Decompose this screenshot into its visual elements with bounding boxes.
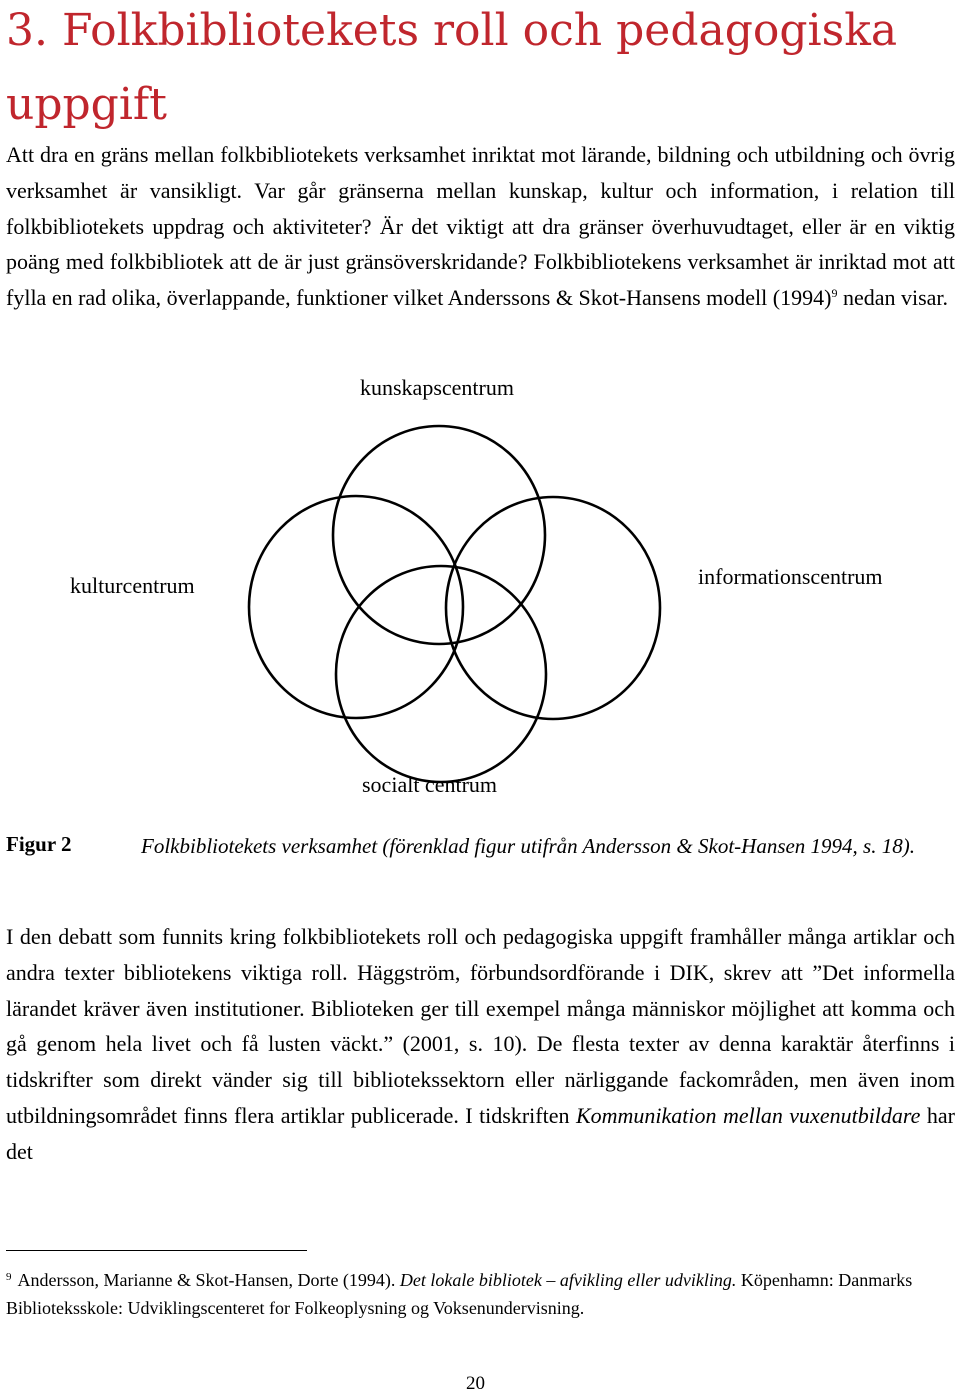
footnote-authors: Andersson, Marianne & Skot-Hansen, Dorte (1994). [17, 1270, 400, 1290]
debate-paragraph-text: I den debatt som funnits kring folkbibliotekets roll och pedagogiska uppgift framhåller många artiklar och andra texter bibliotekens viktiga roll. Häggström, förbundsordförande i DIK, skrev att ”Det informella lärandet kräver även institutioner. Biblioteken ger till exempel många människor möjlighet att komma och gå genom hela livet och få lusten väckt.” (2001, s. 10). De flesta texter av denna karaktär återfinns i tidskrifter som direkt vänder sig till bibliotekssektorn eller närliggande fackområden, men även inom utbildningsområdet finns flera artiklar publicerade. I tidskriften [6, 924, 955, 1128]
page-number: 20 [466, 1373, 485, 1394]
footnote-publisher: Köpenhamn: Danmarks Biblioteksskole: Udviklingscenteret for Folkeoplysning og Voksenundervisning. [6, 1270, 913, 1318]
label-kulturcentrum: kulturcentrum [70, 573, 195, 598]
figure-label: Figur 2 [6, 832, 72, 856]
label-socialt-centrum: socialt centrum [362, 772, 498, 797]
label-kunskapscentrum: kunskapscentrum [360, 375, 514, 400]
venn-diagram [0, 360, 960, 820]
footnote [6, 1266, 946, 1322]
footnote-title: Det lokale bibliotek – afvikling eller udvikling. [399, 1270, 737, 1290]
figure-caption: Folkbibliotekets verksamhet (förenklad figur utifrån Andersson & Skot-Hansen 1994, s. 18). [141, 834, 915, 858]
intro-paragraph [6, 137, 955, 316]
footnote-reference[interactable]: 9 [831, 286, 838, 301]
debate-paragraph [6, 919, 955, 1170]
intro-paragraph-text: Att dra en gräns mellan folkbibliotekets verksamhet inriktat mot lärande, bildning och utbildning och övrig verksamhet är vansikligt. Var går gränserna mellan kunskap, kultur och information, i relation till folkbibliotekets uppdrag och aktiviteter? Är det viktigt att dra gränser överhuvudtaget, eller är en viktig poäng med folkbibliotek att de är just gränsöverskridande? Folkbibliotekens verksamhet är inriktad mot att fylla en rad olika, överlappande, funktioner vilket Anderssons & Skot-Hansens modell (1994) [6, 142, 955, 311]
label-informationscentrum: informationscentrum [698, 564, 883, 589]
footnote-number: 9 [6, 1271, 12, 1283]
circle-informationscentrum [446, 497, 660, 719]
journal-title: Kommunikation mellan vuxenutbildare [575, 1102, 921, 1128]
section-heading: 3. Folkbibliotekets roll och pedagogiska uppgift [6, 5, 898, 130]
intro-paragraph-ending: nedan visar. [837, 285, 949, 311]
circle-kulturcentrum [249, 496, 463, 718]
footnote-separator [6, 1250, 307, 1251]
debate-paragraph-ending: har det [6, 1102, 955, 1164]
